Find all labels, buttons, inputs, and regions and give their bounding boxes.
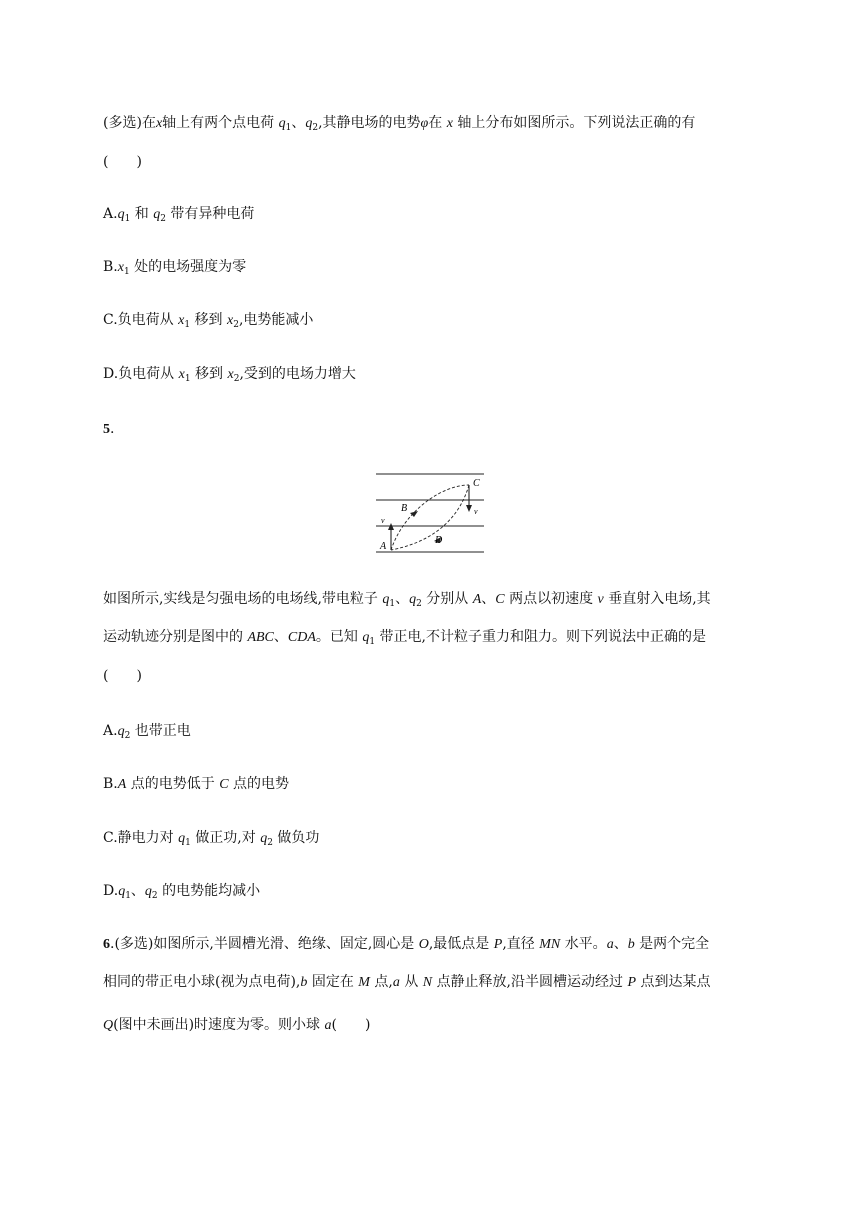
q5-option-c[interactable]: C.静电力对 $q_1$ 做正功,对 $q_2$ 做负功 — [103, 830, 320, 848]
q6-stem-line2: 相同的带正电小球(视为点电荷),b 固定在 M 点,a 从 N 点静止释放,沿半圆槽运动经过 P 点到达某点 — [103, 974, 711, 990]
q5-stem-line1: 如图所示,实线是匀强电场的电场线,带电粒子 $q_1$、$q_2$ 分别从 A、C 两点以初速度 v 垂直射入电场,其 — [103, 591, 711, 609]
label-v-right: v — [474, 507, 478, 516]
q5-answer-parens: ( ) — [103, 668, 142, 684]
q5-number: 5. — [103, 421, 115, 437]
q5-option-a[interactable]: $A.q_2$ 也带正电 — [103, 723, 191, 741]
label-point-a: A — [380, 541, 387, 552]
q4-option-b[interactable]: $B.x_1$ 处的电场强度为零 — [103, 259, 247, 277]
q4-option-c[interactable]: C.负电荷从 $x_1$ 移到 $x_2$,电势能减小 — [103, 312, 314, 330]
trajectory-cda — [391, 485, 469, 550]
q5-field-figure — [374, 471, 486, 555]
trajectory-abc — [391, 485, 469, 550]
label-v-left: v — [381, 516, 385, 525]
q4-answer-parens: ( ) — [103, 154, 142, 170]
label-point-d: D — [435, 535, 443, 546]
velocity-arrowhead-c — [466, 505, 472, 512]
q4-stem-line1: (多选)在x轴上有两个点电荷 $q_1$、$q_2$,其静电场的电势φ在 x 轴上分布如图所示。下列说法正确的有 — [103, 115, 696, 133]
q6-stem-line3: Q(图中未画出)时速度为零。则小球 a( ) — [103, 1017, 371, 1033]
arrow-on-abc — [410, 511, 418, 517]
label-point-b: B — [401, 503, 408, 514]
q4-option-a[interactable]: $A.q_1$ 和 $q_2$ 带有异种电荷 — [103, 206, 255, 224]
field-lines — [376, 474, 484, 552]
q5-option-d[interactable]: $D.q_1$、$q_2$ 的电势能均减小 — [103, 883, 261, 901]
label-point-c: C — [473, 478, 480, 489]
q5-stem-line2: 运动轨迹分别是图中的 ABC、CDA。已知 $q_1$ 带正电,不计粒子重力和阻力。则下列说法中正确的是 — [103, 629, 706, 647]
q5-option-b[interactable]: B.A 点的电势低于 C 点的电势 — [103, 776, 290, 792]
q6-stem-line1: 6.(多选)如图所示,半圆槽光滑、绝缘、固定,圆心是 O,最低点是 P,直径 MN 水平。a、b 是两个完全 — [103, 936, 710, 952]
q4-option-d[interactable]: D.负电荷从 $x_1$ 移到 $x_2$,受到的电场力增大 — [103, 366, 356, 384]
